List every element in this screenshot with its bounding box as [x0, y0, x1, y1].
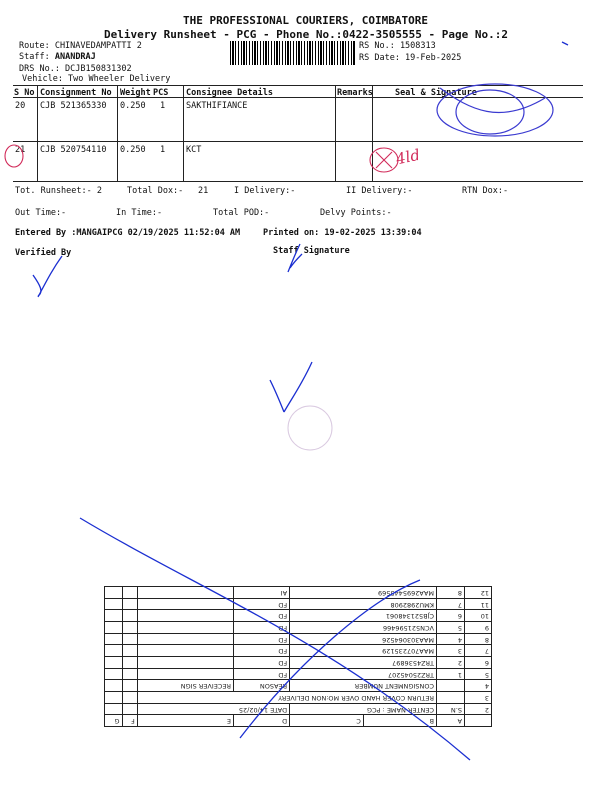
- return-blank-cell: [122, 692, 137, 704]
- return-reason: FD: [234, 645, 290, 657]
- return-blank-cell: [122, 645, 137, 657]
- rs-number: RS No.: 1508313: [359, 41, 436, 51]
- entered-by: Entered By :MANGAIPCG 02/19/2025 11:52:04 AM: [15, 228, 241, 238]
- return-col-letter: G: [105, 715, 123, 727]
- vehicle-text: Vehicle: Two Wheeler Delivery: [22, 74, 171, 84]
- verified-signature: [38, 256, 62, 297]
- out-time: Out Time:-: [15, 208, 67, 218]
- return-consignment: MAA303064526: [290, 633, 437, 645]
- return-blank-cell: [105, 598, 123, 610]
- verified-signature-tail: [33, 275, 41, 296]
- col-header-weight: Weight: [120, 88, 151, 98]
- return-sheet-title: RETURN COVER HAND OVER MO:NON DELIVERY: [137, 692, 436, 704]
- col-header-pcs: PCS: [153, 88, 169, 98]
- staff-label: Staff:: [19, 52, 50, 62]
- return-row-index: 12: [465, 587, 492, 599]
- verified-by: Verified By: [15, 248, 72, 258]
- return-consignment: CJB521348061: [290, 610, 437, 622]
- table-bottom-border: [13, 181, 583, 182]
- return-row-index: 2: [465, 703, 492, 715]
- corner-mark: [562, 42, 568, 45]
- tot-runsheet: Tot. Runsheet:- 2: [15, 186, 102, 196]
- return-sn-label: S.N: [437, 703, 465, 715]
- return-blank-cell: [137, 610, 233, 622]
- faded-stamp-mark: [288, 406, 332, 450]
- return-sn: 1: [437, 668, 465, 680]
- return-blank-cell: [105, 668, 123, 680]
- col-header-remarks: Remarks: [337, 88, 373, 98]
- return-blank-cell: [105, 610, 123, 622]
- table-row-divider: [13, 141, 583, 142]
- return-sheet-table: [104, 586, 492, 727]
- return-row-index: 9: [465, 622, 492, 634]
- return-row-index: 4: [465, 680, 492, 692]
- row1-sno: 20: [15, 101, 26, 111]
- total-pod: Total POD:-: [213, 208, 270, 218]
- col-header-consignment: Consignment No: [40, 88, 112, 98]
- col-header-sno: S No: [14, 88, 35, 98]
- return-col-letter: B: [363, 715, 436, 727]
- row2-pcs: 1: [160, 145, 166, 155]
- return-sn: 3: [437, 645, 465, 657]
- staff-signature: Staff Signature: [273, 246, 350, 256]
- row1-consignee: SAKTHIFIANCE: [186, 101, 248, 111]
- return-sn: 6: [437, 610, 465, 622]
- return-blank-cell: [105, 680, 123, 692]
- return-blank-cell: [105, 633, 123, 645]
- return-blank-cell: [122, 680, 137, 692]
- row2-weight: 0.250: [120, 145, 146, 155]
- return-cover-sheet: [104, 586, 492, 727]
- return-blank-cell: [122, 622, 137, 634]
- row2-consignee: KCT: [186, 145, 202, 155]
- return-blank-cell: [105, 657, 123, 669]
- return-reason: FD: [234, 598, 290, 610]
- center-pen-mark: [270, 362, 312, 412]
- return-reason: FD: [234, 622, 290, 634]
- row1-consignment: CJB 521365330: [40, 101, 107, 111]
- return-sn: 7: [437, 598, 465, 610]
- return-sn: 4: [437, 633, 465, 645]
- return-blank-cell: [105, 692, 123, 704]
- return-consignment: KMU2982908: [290, 598, 437, 610]
- return-blank-cell: [137, 668, 233, 680]
- row1-weight: 0.250: [120, 101, 146, 111]
- barcode: [230, 41, 356, 65]
- table-col-divider: [117, 85, 118, 181]
- return-blank-cell: [122, 587, 137, 599]
- row2-consignment: CJB 520754110: [40, 145, 107, 155]
- table-col-divider: [372, 85, 373, 181]
- return-col-letter: D: [234, 715, 290, 727]
- return-blank-cell: [137, 633, 233, 645]
- col-header-seal: Seal & Signature: [395, 88, 477, 98]
- return-reason: AI: [234, 587, 290, 599]
- table-col-divider: [183, 85, 184, 181]
- return-col-letter: E: [137, 715, 233, 727]
- return-blank-cell: [122, 598, 137, 610]
- return-blank-cell: [105, 703, 123, 715]
- return-col-letter: F: [122, 715, 137, 727]
- return-blank-cell: [122, 668, 137, 680]
- table-col-divider: [37, 85, 38, 181]
- return-blank-cell: [122, 657, 137, 669]
- return-reason: FD: [234, 610, 290, 622]
- rs-date: RS Date: 19-Feb-2025: [359, 53, 462, 63]
- i-delivery: I Delivery:-: [234, 186, 296, 196]
- total-dox-value: 21: [198, 186, 209, 196]
- return-corner-cell: [465, 715, 492, 727]
- remark-cross-mark: [376, 152, 392, 168]
- company-title: THE PROFESSIONAL COURIERS, COIMBATORE: [183, 14, 429, 27]
- return-blank-cell: [137, 657, 233, 669]
- table-col-divider: [335, 85, 336, 181]
- return-blank-cell: [122, 610, 137, 622]
- runsheet-subtitle: Delivery Runsheet - PCG - Phone No.:0422-3505555 - Page No.:2: [104, 28, 508, 41]
- return-sn: 8: [437, 587, 465, 599]
- staff-line: [19, 52, 96, 62]
- table-top-border: [13, 85, 583, 86]
- return-blank-cell: [437, 692, 465, 704]
- return-blank-cell: [137, 645, 233, 657]
- return-reason: FD: [234, 668, 290, 680]
- return-col-letter: C: [290, 715, 364, 727]
- return-header-reason: REASON: [234, 680, 290, 692]
- drs-number: DRS No.: DCJB150831302: [19, 64, 132, 74]
- return-date: DATE 14/02/25: [137, 703, 289, 715]
- return-consignment: MAA707235129: [290, 645, 437, 657]
- printed-on: Printed on: 19-02-2025 13:39:04: [263, 228, 422, 238]
- return-reason: FD: [234, 657, 290, 669]
- return-consignment: MAA2695445569: [290, 587, 437, 599]
- return-row-index: 11: [465, 598, 492, 610]
- return-blank-cell: [122, 703, 137, 715]
- return-row-index: 7: [465, 645, 492, 657]
- row2-sno: 21: [15, 145, 26, 155]
- return-blank-cell: [437, 680, 465, 692]
- route-text: Route: CHINAVEDAMPATTI 2: [19, 41, 142, 51]
- return-reason: FD: [234, 633, 290, 645]
- handwritten-remark: 4ld: [394, 145, 422, 169]
- staff-name: ANANDRAJ: [54, 52, 96, 62]
- row1-pcs: 1: [160, 101, 166, 111]
- return-sn: 5: [437, 622, 465, 634]
- return-col-letter: A: [437, 715, 465, 727]
- return-row-index: 3: [465, 692, 492, 704]
- return-consignment: TRZ4536897: [290, 657, 437, 669]
- return-blank-cell: [105, 587, 123, 599]
- in-time: In Time:-: [116, 208, 163, 218]
- col-header-consignee: Consignee Details: [186, 88, 273, 98]
- return-header-receiver: RECEIVER SIGN: [137, 680, 233, 692]
- return-row-index: 10: [465, 610, 492, 622]
- delvy-points: Delvy Points:-: [320, 208, 392, 218]
- return-consignment: VCN521596466: [290, 622, 437, 634]
- return-blank-cell: [137, 587, 233, 599]
- return-header-consignment: CONSIGNMENT NUMBER: [290, 680, 437, 692]
- return-row-index: 8: [465, 633, 492, 645]
- total-dox-label: Total Dox:-: [127, 186, 184, 196]
- return-consignment: TRZ25045207: [290, 668, 437, 680]
- return-blank-cell: [122, 633, 137, 645]
- return-center-name: CENTER NAME : PCG: [290, 703, 437, 715]
- ii-delivery: II Delivery:-: [346, 186, 413, 196]
- return-blank-cell: [137, 598, 233, 610]
- return-blank-cell: [137, 622, 233, 634]
- return-sn: 2: [437, 657, 465, 669]
- rtn-dox: RTN Dox:-: [462, 186, 509, 196]
- return-row-index: 6: [465, 657, 492, 669]
- return-blank-cell: [105, 645, 123, 657]
- return-row-index: 5: [465, 668, 492, 680]
- return-blank-cell: [105, 622, 123, 634]
